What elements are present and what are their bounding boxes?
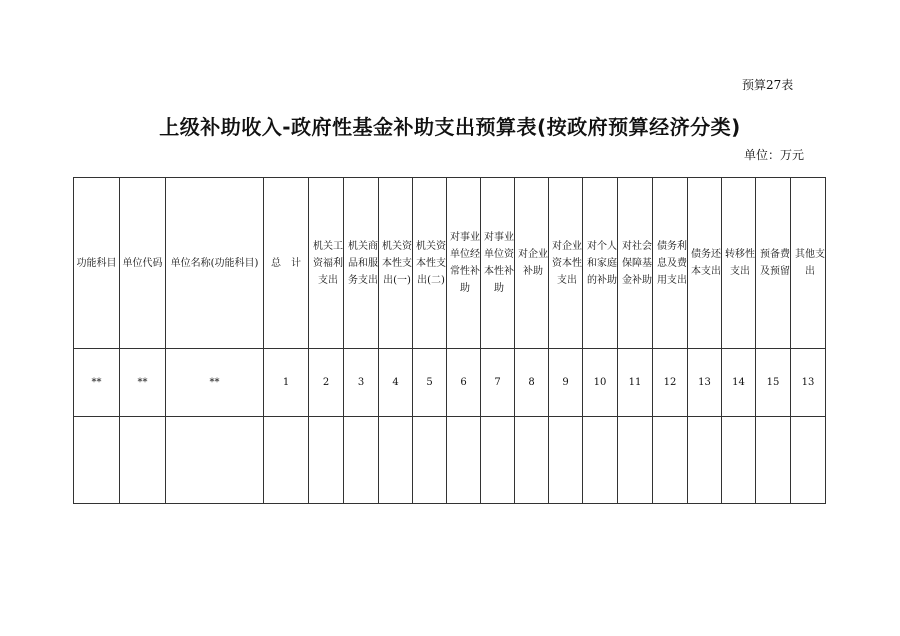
code-cell: 13: [791, 349, 826, 417]
col-header-reserve: 预备费及预留: [756, 178, 791, 349]
empty-cell: [166, 417, 264, 504]
code-cell: 5: [413, 349, 447, 417]
code-cell: 9: [549, 349, 583, 417]
code-cell: 10: [583, 349, 618, 417]
col-header-enterprise-subsidy: 对企业补助: [515, 178, 549, 349]
col-header-debt-principal: 债务还本支出: [688, 178, 722, 349]
code-cell: **: [120, 349, 166, 417]
code-cell: 12: [653, 349, 688, 417]
empty-cell: [583, 417, 618, 504]
empty-cell: [413, 417, 447, 504]
empty-cell: [120, 417, 166, 504]
code-cell: 4: [379, 349, 413, 417]
code-cell: 14: [722, 349, 756, 417]
code-cell: **: [166, 349, 264, 417]
unit-label: 单位：万元: [744, 148, 805, 162]
code-cell: 11: [618, 349, 653, 417]
empty-cell: [309, 417, 344, 504]
empty-cell: [756, 417, 791, 504]
code-cell: 1: [264, 349, 309, 417]
col-header-debt-interest: 债务利息及费用支出: [653, 178, 688, 349]
empty-data-row: [74, 417, 826, 504]
empty-cell: [515, 417, 549, 504]
empty-cell: [264, 417, 309, 504]
table-number: 预算27表: [742, 78, 794, 92]
header-row: [74, 178, 826, 349]
empty-cell: [791, 417, 826, 504]
col-header-household-subsidy: 对个人和家庭的补助: [583, 178, 618, 349]
code-cell: 15: [756, 349, 791, 417]
code-cell: 13: [688, 349, 722, 417]
empty-cell: [481, 417, 515, 504]
empty-cell: [688, 417, 722, 504]
col-header-social-security-fund: 对社会保障基金补助: [618, 178, 653, 349]
col-header-transfer: 转移性支出: [722, 178, 756, 349]
empty-cell: [618, 417, 653, 504]
col-header-agency-goods-services: 机关商品和服务支出: [344, 178, 379, 349]
code-cell: 3: [344, 349, 379, 417]
col-header-agency-capital-1: 机关资本性支出(一): [379, 178, 413, 349]
col-header-unit-name: 单位名称(功能科目): [166, 178, 264, 349]
budget-table: [73, 177, 826, 504]
empty-cell: [74, 417, 120, 504]
col-header-institution-capital-subsidy: 对事业单位资本性补助: [481, 178, 515, 349]
code-cell: 6: [447, 349, 481, 417]
col-header-agency-salary: 机关工资福利支出: [309, 178, 344, 349]
empty-cell: [653, 417, 688, 504]
code-row: [74, 349, 826, 417]
code-cell: 2: [309, 349, 344, 417]
empty-cell: [447, 417, 481, 504]
page-title: 上级补助收入-政府性基金补助支出预算表(按政府预算经济分类): [159, 115, 741, 139]
col-header-function-subject: 功能科目: [74, 178, 120, 349]
col-header-other: 其他支出: [791, 178, 826, 349]
col-header-unit-code: 单位代码: [120, 178, 166, 349]
code-cell: 7: [481, 349, 515, 417]
code-cell: **: [74, 349, 120, 417]
code-cell: 8: [515, 349, 549, 417]
col-header-agency-capital-2: 机关资本性支出(二): [413, 178, 447, 349]
col-header-total: 总 计: [264, 178, 309, 349]
col-header-institution-recurring-subsidy: 对事业单位经常性补助: [447, 178, 481, 349]
empty-cell: [379, 417, 413, 504]
col-header-enterprise-capital: 对企业资本性支出: [549, 178, 583, 349]
empty-cell: [722, 417, 756, 504]
empty-cell: [549, 417, 583, 504]
empty-cell: [344, 417, 379, 504]
